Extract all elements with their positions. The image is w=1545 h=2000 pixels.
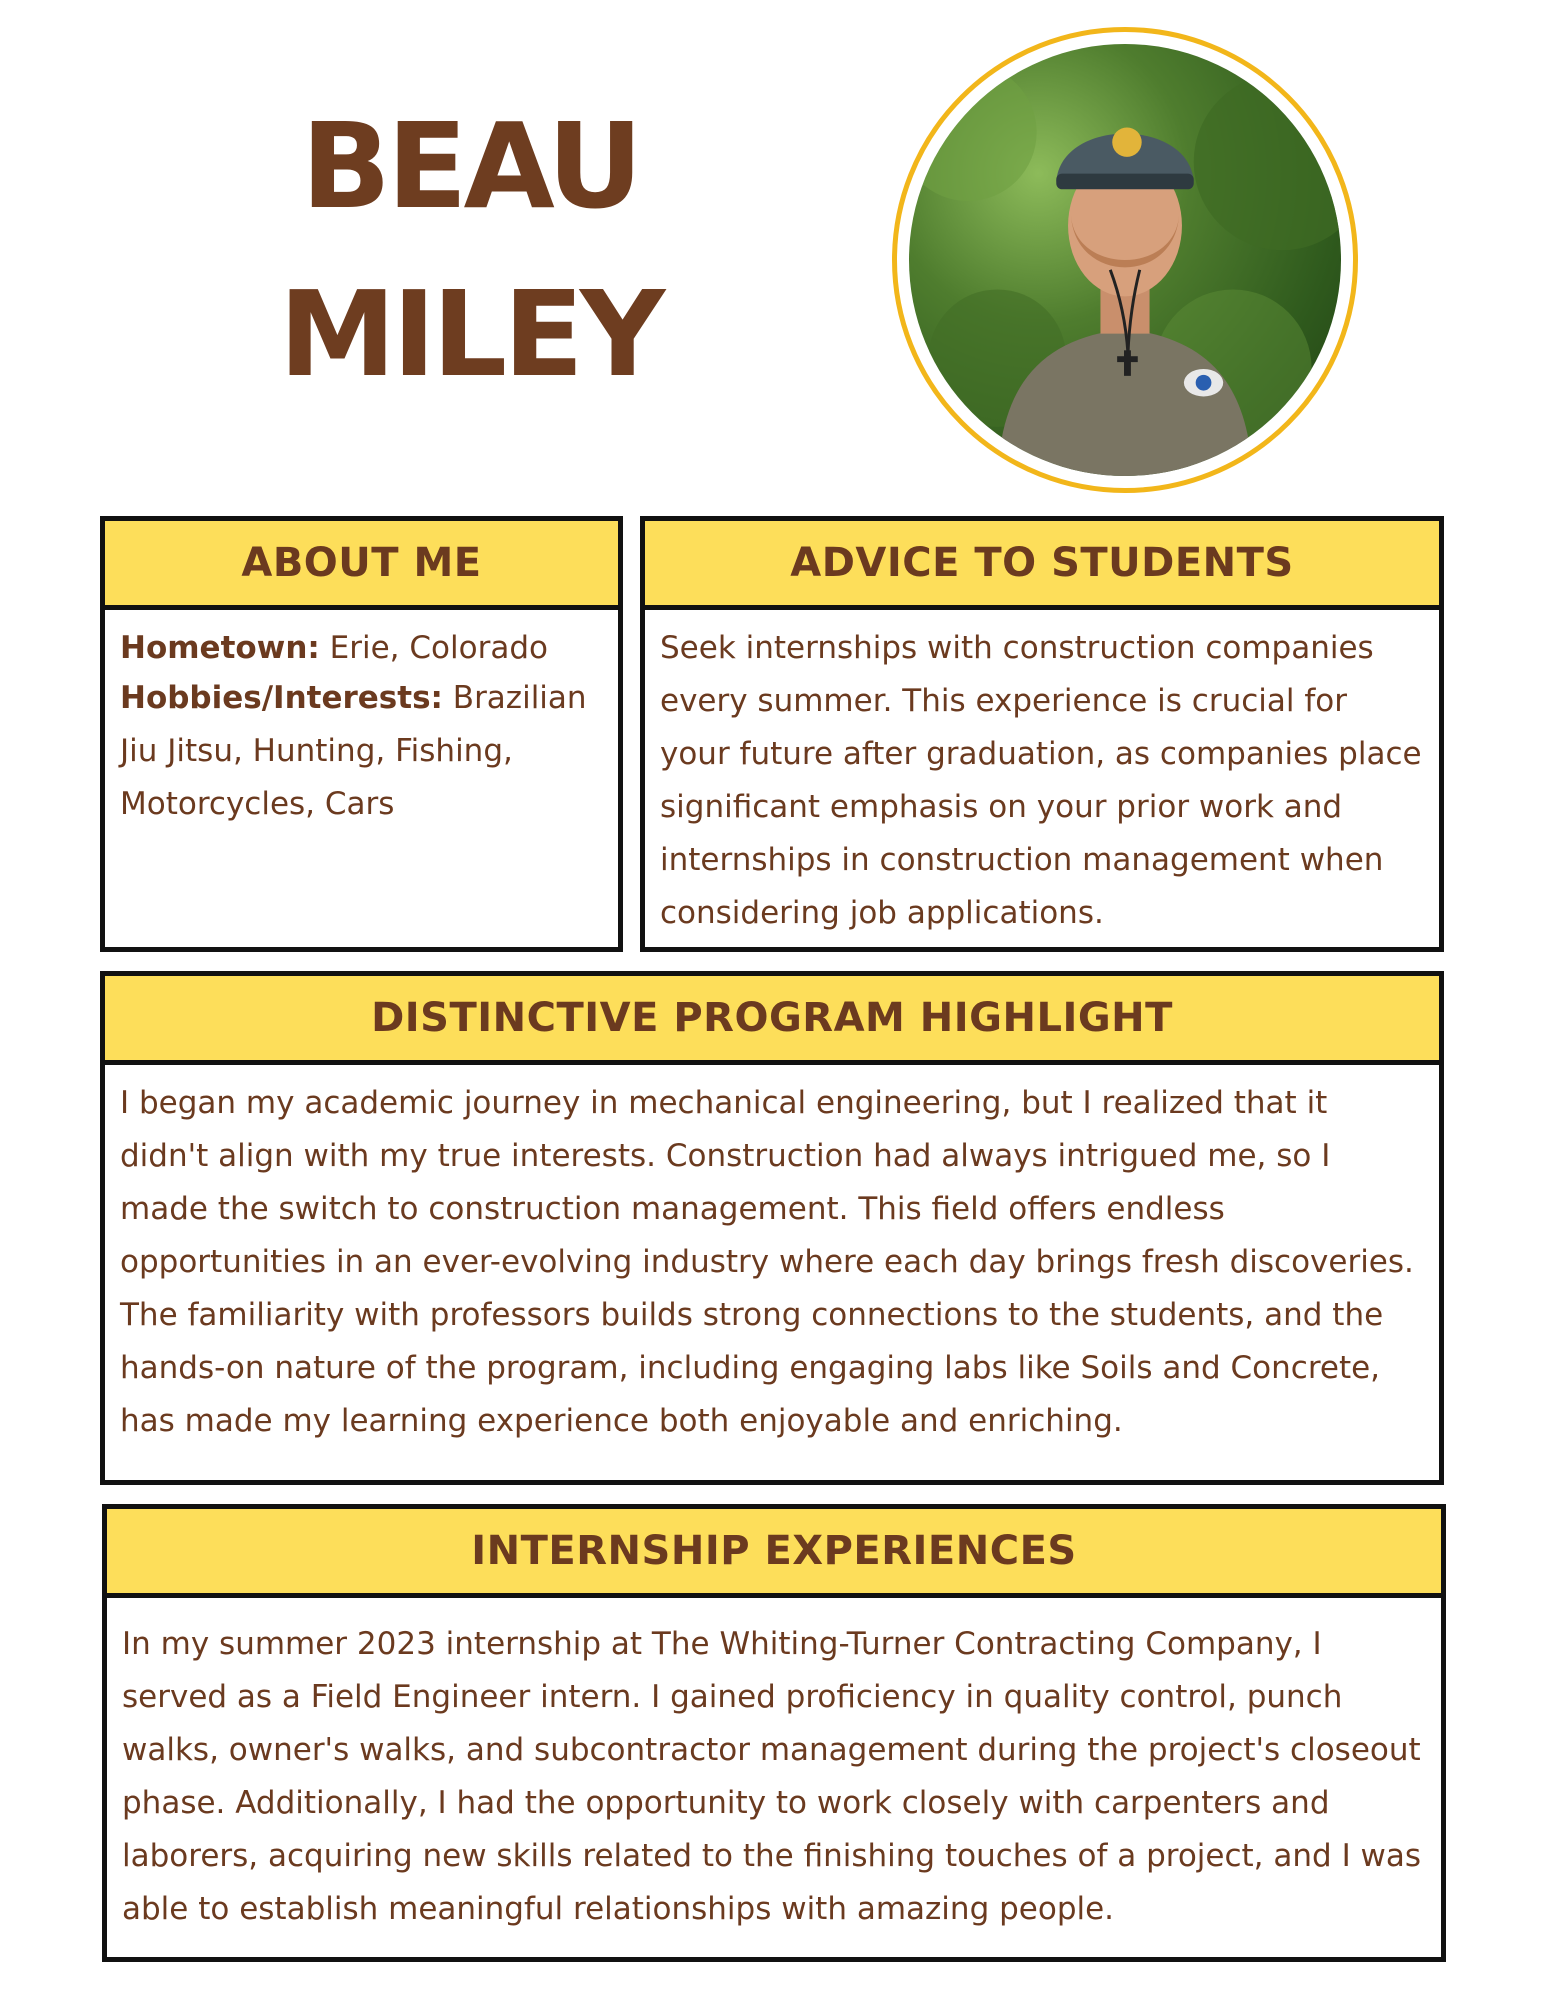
page-title bbox=[230, 82, 710, 418]
program-highlight-text: I began my academic journey in mechanical engineering, but I realized that it didn't align with my true interests. Construction had always intrigued me, so I made the switch to construction management. This field offers endless opportunities in an ever-evolving industry where each day brings fresh discoveries. The familiarity with professors builds strong connections to the students, and the hands-on nature of the program, including engaging labs like Soils and Concrete, has made my learning experience both enjoyable and enriching. bbox=[120, 1085, 1414, 1439]
portrait-illustration bbox=[909, 44, 1341, 476]
program-highlight-section bbox=[100, 971, 1444, 1485]
internship-heading: INTERNSHIP EXPERIENCES bbox=[107, 1509, 1441, 1598]
advice-heading: ADVICE TO STUDENTS bbox=[645, 521, 1439, 610]
hobbies-value: Brazilian Jiu Jitsu, Hunting, Fishing, Motorcycles, Cars bbox=[120, 680, 587, 822]
last-name: MILEY bbox=[278, 265, 662, 403]
about-me-body bbox=[105, 610, 618, 831]
hometown-line bbox=[120, 622, 603, 675]
hobbies-line bbox=[120, 672, 603, 831]
hometown-label: Hometown: bbox=[120, 630, 320, 666]
hometown-value: Erie, Colorado bbox=[329, 630, 548, 666]
internship-section bbox=[102, 1504, 1446, 1962]
advice-text: Seek internships with construction companies every summer. This experience is crucial for your future after graduation, as companies place significant emphasis on your prior work and internships in construction management when considering job applications. bbox=[660, 630, 1422, 931]
first-name: BEAU bbox=[300, 97, 640, 235]
advice-section bbox=[640, 516, 1444, 952]
about-me-heading: ABOUT ME bbox=[105, 521, 618, 610]
profile-photo bbox=[909, 44, 1341, 476]
profile-photo-frame bbox=[892, 27, 1358, 493]
hobbies-label: Hobbies/Interests: bbox=[120, 680, 443, 716]
internship-text: In my summer 2023 internship at The Whiting-Turner Contracting Company, I served as a Field Engineer intern. I gained proficiency in quality control, punch walks, owner's walks, and subcontractor management during the project's closeout phase. Additionally, I had the opportunity to work closely with carpenters and laborers, acquiring new skills related to the finishing touches of a project, and I was able to establish meaningful relationships with amazing people. bbox=[122, 1626, 1422, 1927]
about-me-section bbox=[100, 516, 623, 952]
program-highlight-heading: DISTINCTIVE PROGRAM HIGHLIGHT bbox=[105, 976, 1439, 1065]
